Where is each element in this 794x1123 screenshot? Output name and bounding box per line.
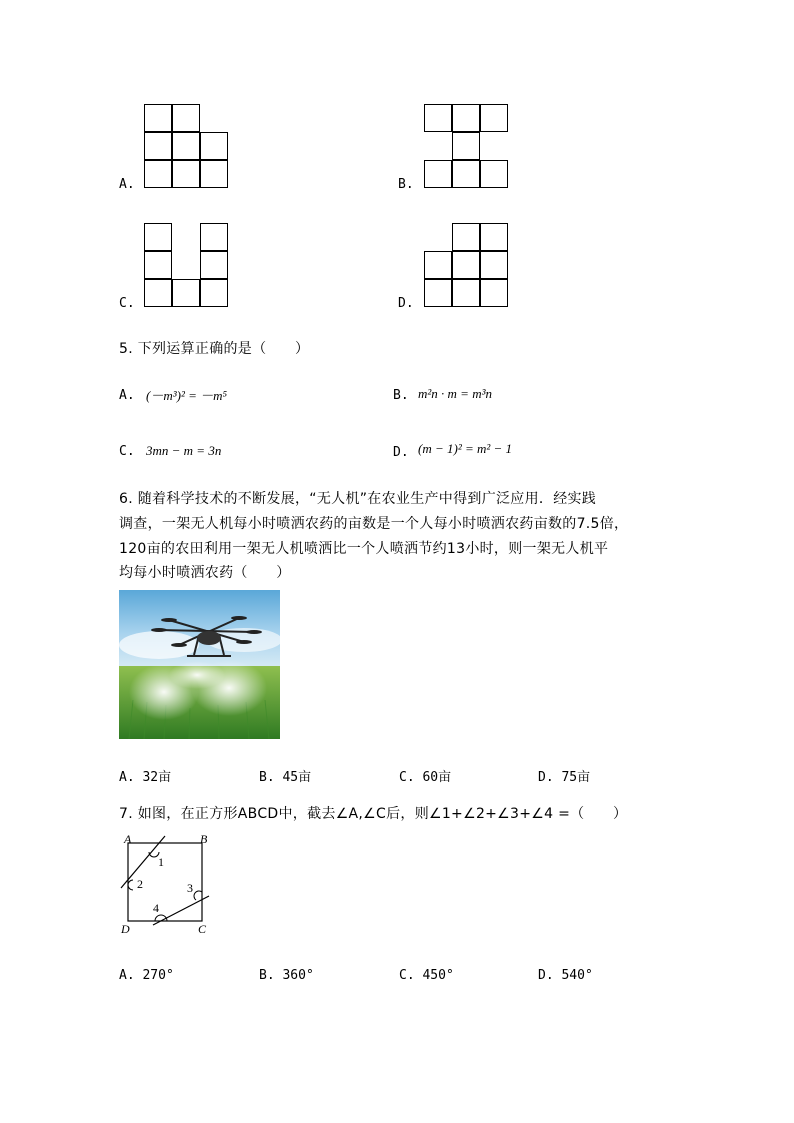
q7-option-b: B. 360° [259,968,314,983]
vertex-c-label: C [198,922,207,936]
q5-option-d-label: D. [393,445,409,460]
q4-option-a-label: A. [119,177,135,192]
q7-option-d: D. 540° [538,968,593,983]
drone-spraying-photo [119,590,280,739]
q5-option-c-expr: 3mn − m = 3n [146,443,222,458]
q6-option-c: C. 60亩 [399,770,452,785]
q6-option-d: D. 75亩 [538,770,591,785]
q6-stem-line-3: 120亩的农田利用一架无人机喷洒比一个人喷洒节约13小时，则一架无人机平 [119,541,609,557]
angle-2-label: 2 [137,877,143,891]
q5-option-c-label: C. [119,444,135,459]
q5-option-b-expr: m²n · m = m³n [418,386,492,401]
q7-stem: 7. 如图，在正方形ABCD中，截去∠A,∠C后，则∠1+∠2+∠3+∠4 =（ ） [119,806,628,822]
q7-option-a: A. 270° [119,968,174,983]
q5-option-a-expr: (－m³)² = －m⁵ [146,388,228,403]
q5-option-b-label: B. [393,388,409,403]
vertex-b-label: B [200,832,208,846]
q4-option-d-label: D. [398,296,414,311]
q6-option-b: B. 45亩 [259,770,312,785]
q6-option-a: A. 32亩 [119,770,172,785]
angle-4-label: 4 [153,901,159,915]
angle-3-label: 3 [187,881,193,895]
q6-stem-line-4: 均每小时喷洒农药（ ） [119,565,291,581]
q6-stem-line-1: 6. 随着科学技术的不断发展，“无人机”在农业生产中得到广泛应用．经实践 [119,491,597,507]
q5-option-d-expr: (m − 1)² = m² − 1 [418,441,513,456]
vertex-a-label: A [124,832,132,846]
q5-option-a-label: A. [119,388,135,403]
q4-option-b-label: B. [398,177,414,192]
vertex-d-label: D [121,922,130,936]
q5-stem: 5. 下列运算正确的是（ ） [119,341,310,357]
angle-1-label: 1 [158,855,164,869]
q4-option-c-label: C. [119,296,135,311]
q7-square-figure [115,830,215,940]
q6-stem-line-2: 调查，一架无人机每小时喷洒农药的亩数是一个人每小时喷洒农药亩数的7.5倍， [119,516,629,532]
q7-option-c: C. 450° [399,968,454,983]
